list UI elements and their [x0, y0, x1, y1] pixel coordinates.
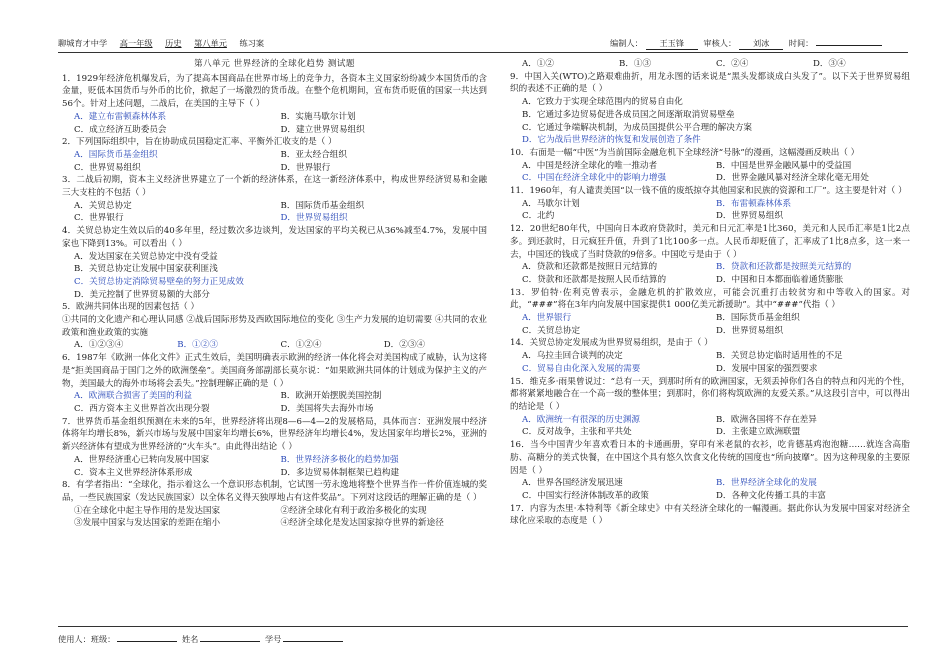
- answer-option[interactable]: B．中国是世界金融风暴中的受益国: [716, 160, 852, 171]
- answer-option[interactable]: B．实施马歇尔计划: [280, 111, 356, 122]
- grade-label: 高一年级: [119, 38, 153, 48]
- answer-option[interactable]: B．它通过多边贸易促进各成员国之间逐渐取消贸易壁垒: [522, 109, 735, 120]
- question-block: [510, 376, 910, 440]
- right-column: [510, 58, 910, 528]
- compiler-label: 编制人：: [610, 38, 643, 48]
- question-stem: 3．二战后初期，资本主义经济世界建立了一个新的经济体系，在这一新经济体系中，构成世界经济贸易和金融三大支柱的不包括（ ）: [62, 175, 487, 199]
- name-label: 姓名: [181, 634, 199, 644]
- answer-option[interactable]: A．①②③④: [74, 340, 124, 351]
- question-block: [510, 147, 910, 185]
- id-blank[interactable]: [283, 641, 343, 642]
- answer-option[interactable]: A．中国是经济全球化的唯一推动者: [522, 160, 658, 171]
- question-stem: 2．下列国际组织中，旨在协助成员国稳定汇率、平衡外汇收支的是（ ）: [62, 137, 337, 148]
- answer-option[interactable]: D．世界金融风暴对经济全球化毫无用处: [716, 173, 869, 184]
- answer-options: [510, 477, 910, 502]
- answer-options: [510, 261, 910, 286]
- answer-option[interactable]: C．反对战争，主张和平共处: [522, 427, 632, 438]
- question-block: [62, 174, 487, 225]
- answer-options: [62, 454, 487, 479]
- right-question-list: [510, 58, 910, 528]
- answer-option[interactable]: A．它致力于实现全球范围内的贸易自由化: [522, 97, 683, 108]
- answer-option[interactable]: D．多边贸易体制框架已趋构建: [280, 467, 400, 478]
- answer-option[interactable]: D．主张建立欧洲联盟: [716, 427, 801, 438]
- answer-options: [62, 339, 487, 352]
- answer-option[interactable]: A．关贸总协定: [74, 200, 132, 211]
- doc-type-label: 练习案: [239, 38, 265, 48]
- question-block: [510, 58, 910, 71]
- answer-option[interactable]: ③发展中国家与发达国家的差距在缩小: [74, 518, 221, 529]
- question-stem: 5．欧洲共同体出现的因素包括（ ）: [62, 302, 200, 313]
- question-stem: 6．1987年《欧洲一体化文件》正式生效后，美国明确表示欧洲的经济一体化将会对美国构成了威胁，认为这将是“拒美国商品于国门之外的欧洲堡垒”。美国商务部副部长莫尔说：“如果欧洲共同体的计划成为保护主义的产物，美国最大的海外市场将会丢失。”控制理解正确的是（ ）: [62, 353, 487, 389]
- header-divider: [58, 52, 908, 53]
- answer-option[interactable]: A．发达国家在关贸总协定中没有受益: [74, 251, 218, 262]
- answer-options: [510, 312, 910, 337]
- answer-option[interactable]: B．欧洲各国将不存在差异: [716, 414, 817, 425]
- question-stem: 13．罗伯特·佐利克曾表示，金融危机的扩散效应，可能会沉重打击较贫穷和中等收入的国家。对此，“###”将在3年内向发展中国家提供1 000亿美元新援助”。其中“###”代指（ ）: [510, 287, 910, 311]
- answer-option[interactable]: C．它通过争端解决机制，为成员国提供公平合理的解决方案: [522, 122, 753, 133]
- answer-option[interactable]: D．②③④: [383, 340, 426, 351]
- answer-option[interactable]: C．世界贸易组织: [74, 162, 141, 173]
- answer-option[interactable]: A．世界经济重心已转向发展中国家: [74, 454, 210, 465]
- answer-option[interactable]: A．建立布雷顿森林体系: [74, 111, 167, 122]
- reviewer-name: 刘冰: [739, 38, 783, 50]
- left-question-list: [62, 73, 487, 530]
- answer-option[interactable]: B．①②③: [177, 340, 218, 351]
- answer-option[interactable]: C．②④: [716, 59, 749, 69]
- answer-options: [62, 251, 487, 302]
- answer-option[interactable]: B．世界经济全球化的发展: [716, 478, 817, 489]
- question-block: [510, 223, 910, 287]
- question-block: [510, 439, 910, 503]
- answer-option[interactable]: B．国际货币基金组织: [280, 200, 365, 211]
- question-block: [62, 136, 487, 174]
- answer-option[interactable]: B．国际货币基金组织: [716, 313, 800, 324]
- page-title: 第八单元 世界经济的全球化趋势 测试题: [193, 59, 356, 69]
- question-block: [62, 352, 487, 416]
- answer-option[interactable]: D．世界贸易组织: [716, 325, 784, 336]
- question-stem: 11．1960年，有人谴责美国“以一钱不值的废纸掠夺其他国家和民族的资源和工厂”。这主要是针对（ ）: [510, 186, 907, 197]
- answer-option[interactable]: ④经济全球化是发达国家掠夺世界的新途径: [280, 518, 444, 529]
- question-block: [62, 416, 487, 480]
- question-stem: 1．1929年经济危机爆发后，为了提高本国商品在世界市场上的竞争力，各资本主义国家纷纷减少本国货币的含金量，贬低本国货币与外币的比价，掀起了一场激烈的货币战。在整个危机期间，宣布货币贬值的国家一共达到56个。针对上述问题，二战后，在美国的主导下（ ）: [62, 73, 487, 110]
- answer-option[interactable]: D．各种文化传播工具的丰富: [716, 490, 827, 501]
- name-blank[interactable]: [200, 641, 260, 642]
- answer-options: [510, 414, 910, 439]
- answer-option[interactable]: C．关贸总协定消除贸易壁垒的努力正见成效: [74, 276, 244, 287]
- question-stem: 15．维克多·雨果曾说过：“总有一天，到那时所有的欧洲国家，无须丢掉你们各自的特点和闪光的个性，都将紧紧地融合在一个高一级的整体里；到那时，你们将构筑欧洲的友爱关系。”从这段引言中，可以得出的结论是（ ）: [510, 376, 910, 412]
- answer-options: [510, 160, 910, 185]
- question-stem: 17．内容为杰里·本特利等《新全球史》中有关经济全球化的一幅漫画。据此你认为发展中国家对经济全球化应采取的态度是（ ）: [510, 503, 910, 527]
- answer-option[interactable]: D．美国将失去海外市场: [280, 403, 374, 414]
- answer-option[interactable]: B．贷款和还款都是按照美元结算的: [716, 262, 852, 273]
- answer-option[interactable]: B．欧洲开始摆脱美国控制: [280, 391, 382, 402]
- school-name: 聊城育才中学: [58, 38, 108, 48]
- answer-option[interactable]: A．世界各国经济发展迅速: [522, 478, 623, 489]
- answer-option[interactable]: D．世界贸易组织: [716, 211, 784, 222]
- answer-options: [62, 111, 487, 136]
- answer-option[interactable]: A．①②: [522, 59, 554, 69]
- answer-option[interactable]: A．世界银行: [522, 313, 572, 324]
- unit-label: 第八单元: [194, 38, 227, 48]
- answer-option[interactable]: B．布雷顿森林体系: [716, 198, 792, 209]
- answer-option[interactable]: B．①③: [619, 59, 652, 69]
- time-blank[interactable]: [816, 45, 882, 46]
- answer-option[interactable]: ①在全球化中起主导作用的是发达国家: [74, 505, 221, 516]
- question-block: [62, 314, 487, 352]
- answer-option[interactable]: C．①②④: [280, 340, 322, 351]
- answer-option[interactable]: ②经济全球化有利于政治多极化的实现: [280, 505, 427, 516]
- answer-option[interactable]: C．贸易自由化深入发展的需要: [522, 363, 641, 374]
- answer-option[interactable]: C．中国实行经济体制改革的政策: [522, 490, 649, 501]
- question-stem: 8．有学者指出：“全球化，指示着这么一个意识形态机制，它试图一劳永逸地将整个世界当作一件价值连城的奖品，一些民族国家（发达民族国家）以全体名义得天独厚地占有这件奖品”。下列对这段话的理解正确的是（ ）: [62, 480, 487, 503]
- question-block: [62, 225, 487, 301]
- question-stem: 7．世界货币基金组织预测在未来的5年，世界经济将出现8—6—4—2的发展格局，具体而言：亚洲发展中经济体将年均增长8%，新兴市场与发展中国家年均增长6%，世界经济年均增长4%，发达国家年均增长2%，亚洲的新兴经济体有望成为世界经济的“火车头”。由此得出结论（ ）: [62, 416, 487, 453]
- answer-option[interactable]: A．欧洲统一有很深的历史渊源: [522, 414, 640, 425]
- answer-options: [510, 198, 910, 223]
- answer-option[interactable]: C．贷款和还款都是按照人民币结算的: [522, 274, 667, 285]
- answer-option[interactable]: D．发展中国家的强烈要求: [716, 363, 818, 374]
- answer-option[interactable]: D．世界贸易组织: [280, 213, 348, 224]
- question-stem: 10．右面是一幅“中医”为当前国际金融危机下全球经济“号脉”的漫画，这幅漫画反映出（ ）: [510, 147, 860, 158]
- answer-option[interactable]: C．资本主义世界经济体系形成: [74, 467, 193, 478]
- question-stem: 12．20世纪80年代，中国向日本政府贷款时，美元和日元汇率是1比360，美元和人民币汇率是1比2点多。到还款时，日元疯狂升值，升到了1比100多一点。人民币却贬值了，汇率成了1比8点多，这一来一去，中国还的钱成了当时贷款的9倍多。中国吃亏是由于（ ）: [510, 224, 910, 260]
- answer-option[interactable]: A．国际货币基金组织: [74, 149, 158, 160]
- answer-options: [62, 505, 487, 530]
- question-stem: 14．关贸总协定发展成为世界贸易组织，是由于（ ）: [510, 338, 713, 349]
- question-block: [62, 301, 487, 314]
- class-blank[interactable]: [117, 641, 177, 642]
- answer-options: [62, 390, 487, 415]
- answer-option[interactable]: B．世界经济多极化的趋势加强: [280, 454, 399, 465]
- answer-options: [62, 200, 487, 225]
- answer-option[interactable]: C．中国在经济全球化中的影响力增强: [522, 173, 667, 184]
- answer-option[interactable]: A．贷款和还款都是按照日元结算的: [522, 262, 658, 273]
- answer-option[interactable]: B．亚太经合组织: [280, 149, 347, 160]
- header-left: [58, 38, 274, 49]
- answer-option[interactable]: C．世界银行: [74, 213, 124, 224]
- question-stem: ①共同的文化遗产和心理认同感 ②战后国际形势及西欧国际地位的变化 ③生产力发展的迫切需要 ④共同的农业政策和渔业政策的实施: [62, 315, 487, 338]
- answer-option[interactable]: C．北约: [522, 211, 555, 222]
- answer-option[interactable]: D．建立世界贸易组织: [280, 124, 365, 135]
- footer-divider: [58, 626, 908, 627]
- answer-options: [62, 149, 487, 174]
- footer: [58, 634, 345, 645]
- question-block: [510, 287, 910, 338]
- answer-option[interactable]: C．西方资本主义世界首次出现分裂: [74, 403, 210, 414]
- question-stem: 9．中国入关(WTO)之路艰难曲折，用龙永图的话来说是“黑头发都谈成白头发了”。以下关于世界贸易组织的表述不正确的是（ ）: [510, 71, 910, 95]
- reviewer-label: 审核人：: [703, 38, 737, 48]
- answer-option[interactable]: B．关贸总协定临时适用性的不足: [716, 351, 843, 362]
- question-block: [510, 185, 910, 223]
- id-label: 学号: [264, 634, 282, 644]
- question-stem: 4．关贸总协定生效以后的40多年里，经过数次多边谈判，发达国家的平均关税已从36%减至4.7%，发展中国家也下降到13%。可以看出（ ）: [62, 226, 487, 249]
- time-label: 时间：: [788, 38, 814, 48]
- answer-option[interactable]: C．成立经济互助委员会: [74, 124, 167, 135]
- question-block: [510, 71, 910, 147]
- header-right: [610, 38, 885, 50]
- user-label: 使用人：班级：: [58, 634, 116, 644]
- question-block: [510, 337, 910, 375]
- answer-options: [510, 96, 910, 147]
- answer-options: [510, 350, 910, 375]
- answer-option[interactable]: A．欧洲联合损害了美国的利益: [74, 391, 192, 402]
- compiler-name: 王玉锋: [646, 38, 698, 50]
- answer-option[interactable]: A．马歇尔计划: [522, 198, 580, 209]
- answer-option[interactable]: D．美元控制了世界贸易额的大部分: [74, 289, 210, 300]
- answer-option[interactable]: D．中国和日本都面临着通货膨胀: [716, 274, 844, 285]
- question-stem: 16．当今中国青少年喜欢看日本的卡通画册，穿印有米老鼠的衣衫，吃肯德基鸡泡泡糖……就连含高脂肪、高糖分的美式快餐，在中国这个具有悠久饮食文化传统的国度也“所向披靡”。因为这种现象的主要原因是（ ）: [510, 440, 910, 476]
- question-block: [510, 503, 910, 528]
- answer-option[interactable]: B．关贸总协定让发展中国家获利匪浅: [74, 264, 218, 275]
- answer-option[interactable]: D．世界银行: [280, 162, 331, 173]
- answer-option[interactable]: D．③④: [813, 59, 846, 69]
- answer-options: [510, 58, 910, 71]
- left-column: [62, 58, 487, 530]
- subject-label: 历史: [165, 38, 182, 48]
- answer-option[interactable]: D．它为战后世界经济的恢复和发展创造了条件: [522, 135, 701, 146]
- question-block: [62, 479, 487, 530]
- question-block: [62, 73, 487, 137]
- answer-option[interactable]: C．关贸总协定: [522, 325, 581, 336]
- answer-option[interactable]: A．乌拉圭回合谈判的决定: [522, 351, 623, 362]
